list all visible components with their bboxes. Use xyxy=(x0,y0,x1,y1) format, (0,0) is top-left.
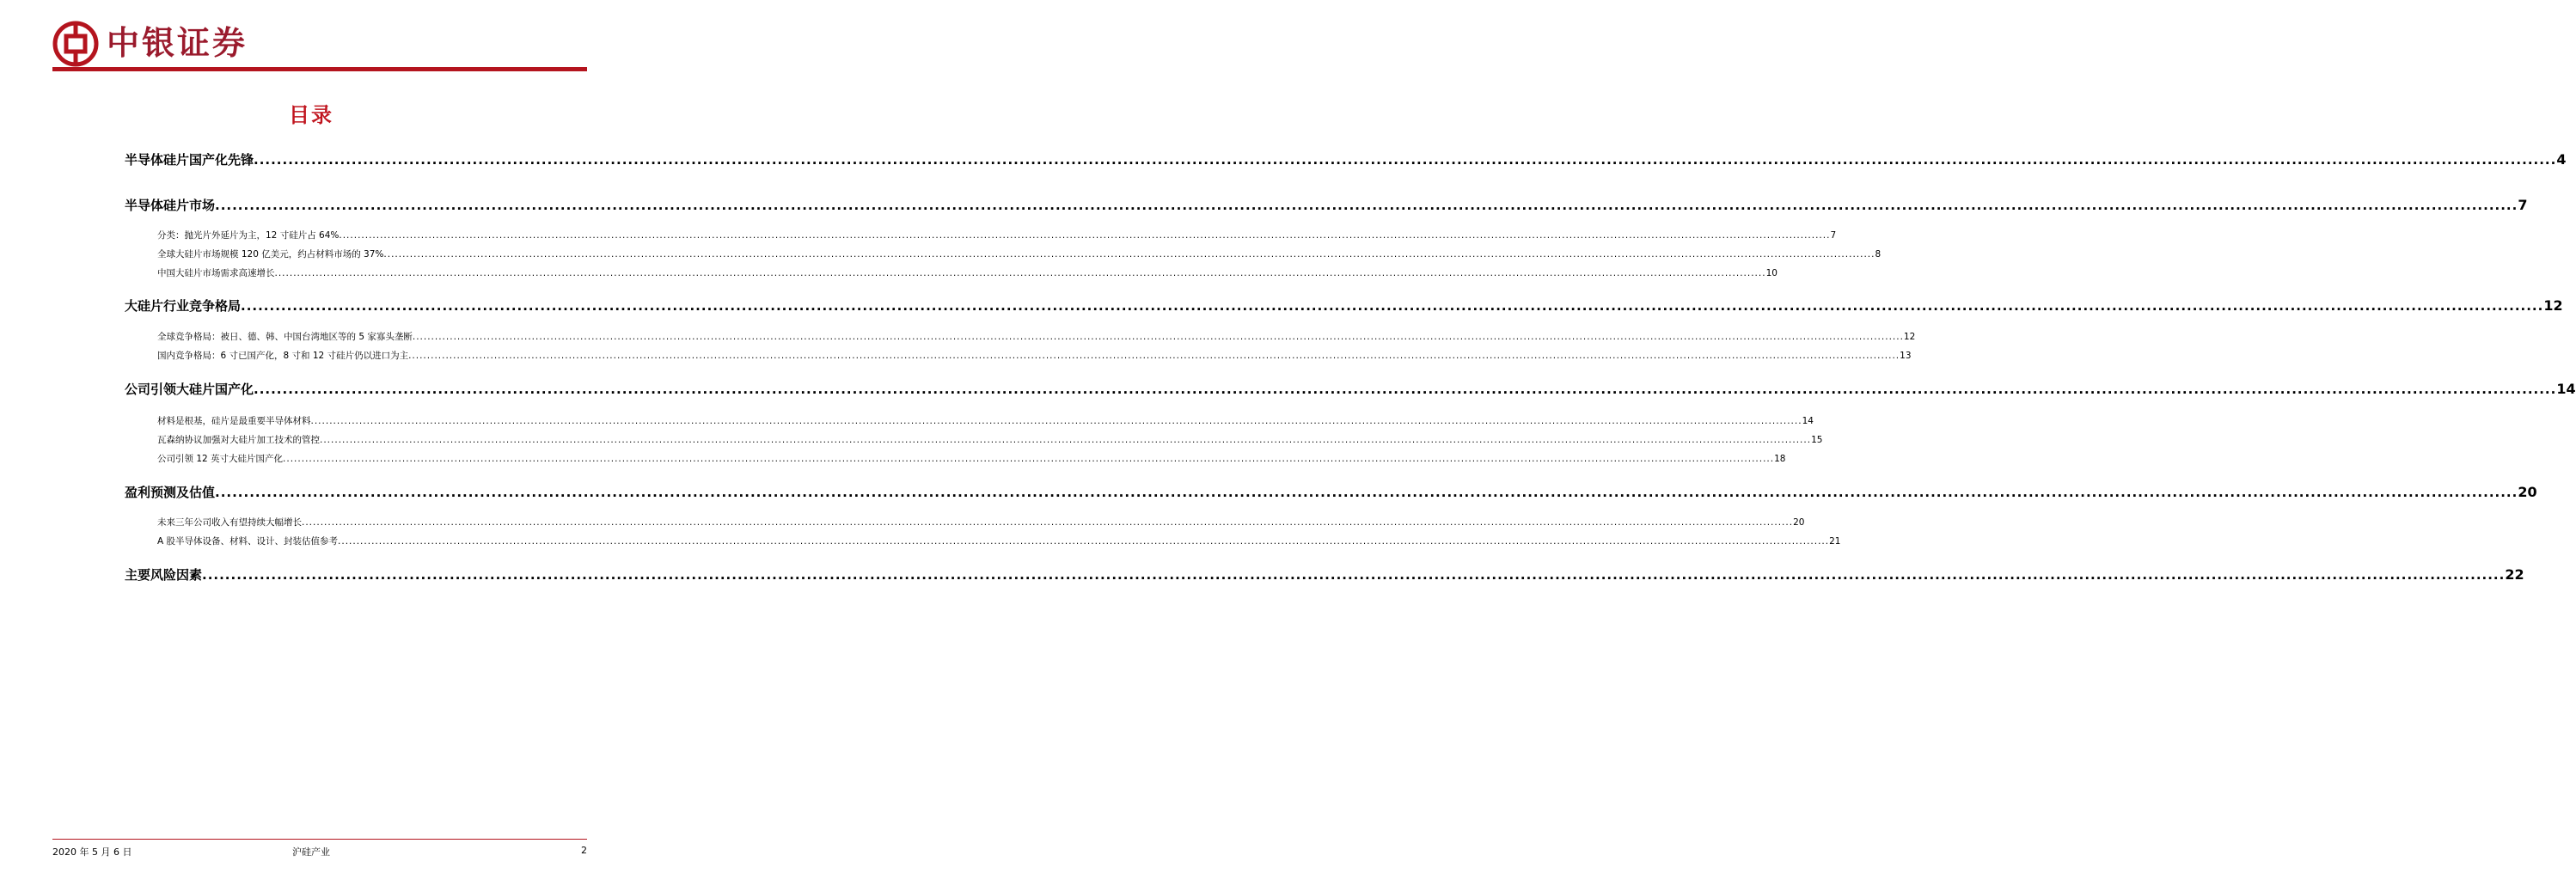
toc-entry-label: 大硅片行业竞争格局 xyxy=(125,298,242,314)
toc-entry-page: 20 xyxy=(1793,517,1805,528)
toc-section-entry[interactable] xyxy=(157,330,1916,344)
toc-entry-label: 国内竞争格局：6 寸已国产化，8 寸和 12 寸硅片仍以进口为主 xyxy=(157,351,409,361)
toc-entry-label: 全球大硅片市场规模 120 亿美元，约占材料市场的 37% xyxy=(157,249,384,260)
toc-entry-label: 分类：抛光片外延片为主，12 寸硅片占 64% xyxy=(157,230,340,241)
bank-of-china-logo-icon xyxy=(52,21,99,67)
footer-date: 2020 年 5 月 6 日 xyxy=(52,846,132,858)
toc-entry-label: 半导体硅片国产化先锋 xyxy=(125,152,254,168)
toc-section-entry[interactable] xyxy=(157,516,1805,529)
toc-section-entry[interactable] xyxy=(157,452,1786,466)
footer-rule xyxy=(52,839,587,840)
toc-dot-leader: ................................................................................................................................................................................................................................................................................................................................................................................................................ xyxy=(215,198,2518,213)
toc-dot-leader: ................................................................................................................................................................................................................................................................................................................................................................................................................ xyxy=(274,268,1766,278)
toc-dot-leader: ................................................................................................................................................................................................................................................................................................................................................................................................................ xyxy=(383,249,1875,260)
toc-entry-page: 14 xyxy=(2556,381,2576,397)
toc-chapter-entry[interactable] xyxy=(125,150,2567,169)
toc-chapter-entry[interactable] xyxy=(125,565,2524,584)
toc-section-entry[interactable] xyxy=(157,535,1841,548)
footer-company: 沪硅产业 xyxy=(292,846,330,858)
toc-entry-page: 7 xyxy=(1830,230,1837,241)
toc-section-entry[interactable] xyxy=(157,248,1882,261)
brand-name: 中银证券 xyxy=(107,23,248,62)
toc-entry-page: 12 xyxy=(1903,332,1916,342)
toc-entry-label: 中国大硅片市场需求高速增长 xyxy=(157,268,275,278)
toc-dot-leader: ................................................................................................................................................................................................................................................................................................................................................................................................................ xyxy=(412,332,1904,342)
header-rule xyxy=(52,67,587,71)
toc-entry-label: 材料是根基，硅片是最重要半导体材料 xyxy=(157,416,311,426)
toc-dot-leader: ................................................................................................................................................................................................................................................................................................................................................................................................................ xyxy=(241,298,2544,314)
toc-dot-leader: ................................................................................................................................................................................................................................................................................................................................................................................................................ xyxy=(254,152,2557,168)
toc-entry-label: 公司引领 12 英寸大硅片国产化 xyxy=(157,454,284,464)
toc-dot-leader: ................................................................................................................................................................................................................................................................................................................................................................................................................ xyxy=(202,567,2506,583)
toc-entry-label: 未来三年公司收入有望持续大幅增长 xyxy=(157,517,302,528)
toc-section-entry[interactable] xyxy=(157,266,1778,280)
toc-entry-label: 瓦森纳协议加强对大硅片加工技术的管控 xyxy=(157,435,320,445)
toc-chapter-entry[interactable] xyxy=(125,296,2563,315)
toc-section-entry[interactable] xyxy=(157,433,1823,447)
page-header xyxy=(0,0,622,72)
toc-chapter-entry[interactable] xyxy=(125,196,2528,215)
toc-entry-label: 主要风险因素 xyxy=(125,567,203,583)
footer-page-number: 2 xyxy=(581,845,587,856)
toc-entry-page: 14 xyxy=(1802,416,1814,426)
toc-dot-leader: ................................................................................................................................................................................................................................................................................................................................................................................................................ xyxy=(339,230,1831,241)
toc-title: 目录 xyxy=(289,103,333,127)
toc-entry-page: 21 xyxy=(1829,536,1841,547)
toc-entry-label: 公司引领大硅片国产化 xyxy=(125,382,254,397)
toc-entry-page: 15 xyxy=(1811,435,1823,445)
toc-entry-label: 半导体硅片市场 xyxy=(125,198,216,213)
toc-dot-leader: ................................................................................................................................................................................................................................................................................................................................................................................................................ xyxy=(338,536,1830,547)
toc-entry-page: 12 xyxy=(2543,297,2563,314)
toc-dot-leader: ................................................................................................................................................................................................................................................................................................................................................................................................................ xyxy=(302,517,1794,528)
toc-entry-label: A 股半导体设备、材料、设计、封装估值参考 xyxy=(157,536,339,547)
toc-entry-page: 20 xyxy=(2518,484,2537,500)
toc-entry-page: 10 xyxy=(1765,268,1778,278)
toc-entry-page: 8 xyxy=(1875,249,1882,260)
toc-entry-page: 13 xyxy=(1900,351,1912,361)
toc-entry-page: 18 xyxy=(1774,454,1786,464)
toc-chapter-entry[interactable] xyxy=(125,483,2537,502)
toc-dot-leader: ................................................................................................................................................................................................................................................................................................................................................................................................................ xyxy=(283,454,1775,464)
toc-section-entry[interactable] xyxy=(157,349,1912,363)
toc-chapter-entry[interactable] xyxy=(125,380,2576,399)
toc-dot-leader: ................................................................................................................................................................................................................................................................................................................................................................................................................ xyxy=(408,351,1900,361)
toc-dot-leader: ................................................................................................................................................................................................................................................................................................................................................................................................................ xyxy=(310,416,1802,426)
toc-entry-page: 22 xyxy=(2505,566,2524,583)
toc-dot-leader: ................................................................................................................................................................................................................................................................................................................................................................................................................ xyxy=(320,435,1812,445)
toc-entry-label: 盈利预测及估值 xyxy=(125,485,216,500)
toc-dot-leader: ................................................................................................................................................................................................................................................................................................................................................................................................................ xyxy=(215,485,2518,500)
toc-section-entry[interactable] xyxy=(157,414,1814,428)
toc-dot-leader: ................................................................................................................................................................................................................................................................................................................................................................................................................ xyxy=(254,382,2557,397)
toc-entry-page: 4 xyxy=(2556,151,2567,168)
toc-entry-label: 全球竞争格局：被日、德、韩、中国台湾地区等的 5 家寡头垄断 xyxy=(157,332,413,342)
toc-entry-page: 7 xyxy=(2518,197,2528,213)
toc-section-entry[interactable] xyxy=(157,229,1837,242)
